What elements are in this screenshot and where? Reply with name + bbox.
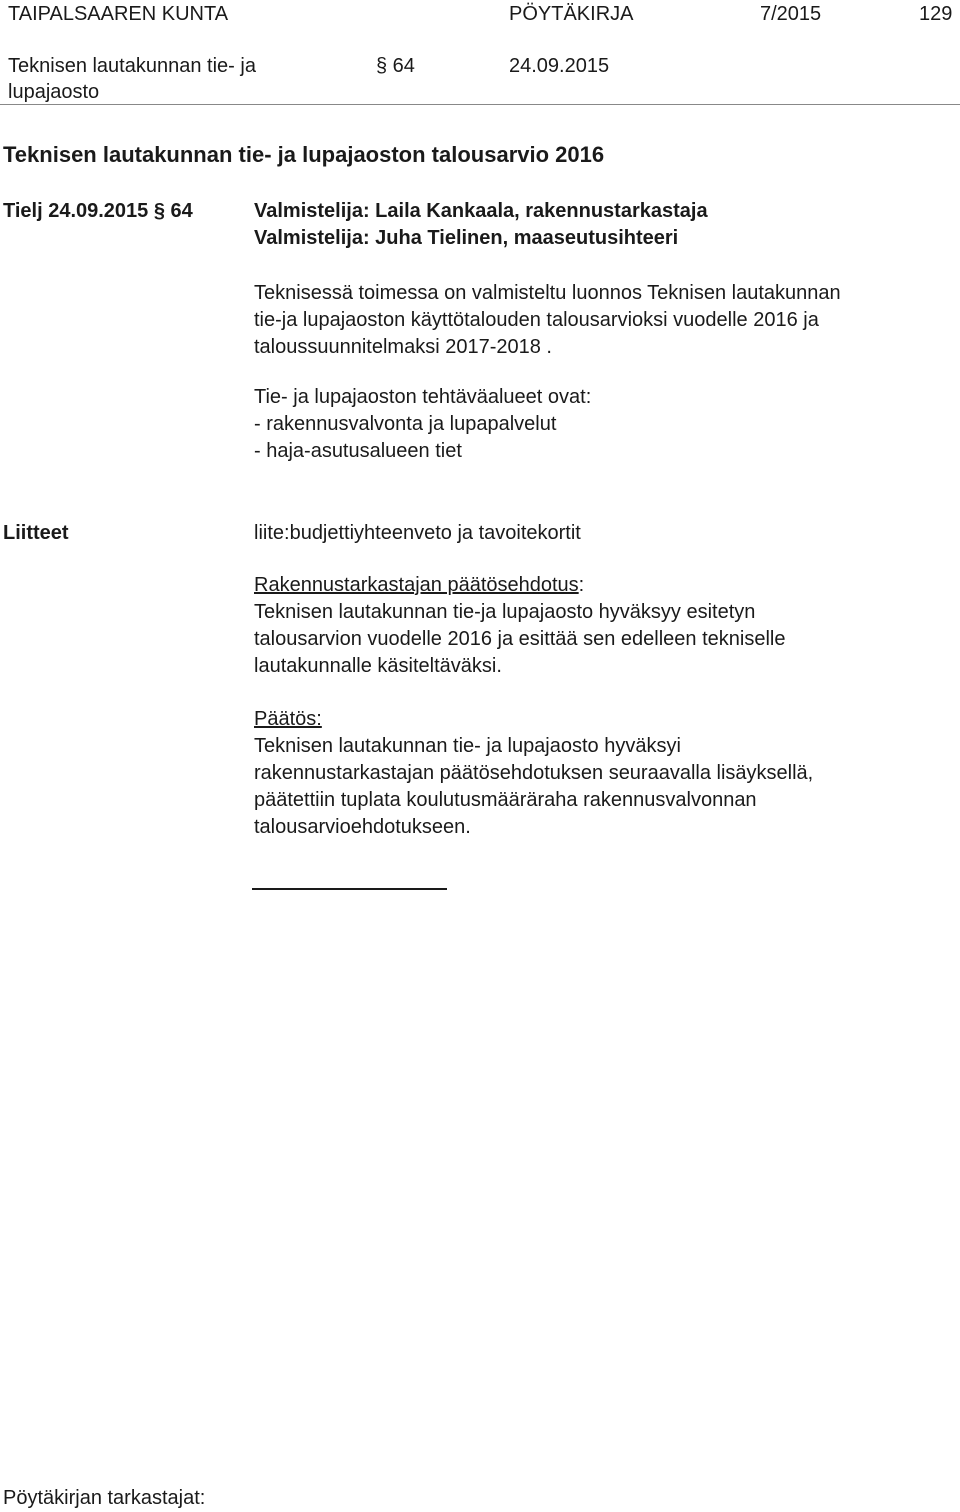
header-divider <box>0 104 960 105</box>
paragraph-line: Teknisen lautakunnan tie-ja lupajaosto hyväksyy esitetyn <box>254 601 756 623</box>
proposal-heading: Rakennustarkastajan päätösehdotus <box>254 574 579 596</box>
document-type: PÖYTÄKIRJA <box>509 3 634 25</box>
committee-name-line2: lupajaosto <box>8 81 100 103</box>
committee-name-line1: Teknisen lautakunnan tie- ja <box>8 55 256 77</box>
paragraph-line: päätettiin tuplata koulutusmääräraha rakennusvalvonnan <box>254 789 757 811</box>
paragraph-line: tie-ja lupajaoston käyttötalouden talousarvioksi vuodelle 2016 ja <box>254 309 819 331</box>
document-number: 7/2015 <box>760 3 822 25</box>
paragraph-line: Tie- ja lupajaoston tehtäväalueet ovat: <box>254 386 592 408</box>
attachments-label: Liitteet <box>3 522 69 544</box>
intro-paragraph <box>254 280 954 361</box>
page-number: 129 <box>919 3 953 25</box>
attachments-text: liite:budjettiyhteenveto ja tavoitekortit <box>254 522 581 544</box>
organization-name: TAIPALSAAREN KUNTA <box>8 3 229 25</box>
list-item: - haja-asutusalueen tiet <box>254 440 462 462</box>
preparer-line: Valmistelija: Laila Kankaala, rakennustarkastaja <box>254 200 708 222</box>
preparer-line: Valmistelija: Juha Tielinen, maaseutusihteeri <box>254 227 679 249</box>
paragraph-line: talousarvioehdotukseen. <box>254 816 471 838</box>
list-item: - rakennusvalvonta ja lupapalvelut <box>254 413 557 435</box>
paragraph-line: talousarvion vuodelle 2016 ja esittää sen edelleen tekniselle <box>254 628 786 650</box>
paragraph-line: lautakunnalle käsiteltäväksi. <box>254 655 502 677</box>
proposal-heading-colon: : <box>578 574 585 596</box>
paragraph-line: taloussuunnitelmaksi 2017-2018 . <box>254 336 552 358</box>
document-title: Teknisen lautakunnan tie- ja lupajaoston talousarvio 2016 <box>3 142 605 167</box>
proposal-section <box>254 572 954 680</box>
reviewers-label: Pöytäkirjan tarkastajat: <box>3 1487 206 1509</box>
proposal-heading-row <box>254 572 954 599</box>
section-number: § 64 <box>376 55 415 77</box>
paragraph-line: rakennustarkastajan päätösehdotuksen seuraavalla lisäyksellä, <box>254 762 814 784</box>
paragraph-line: Teknisen lautakunnan tie- ja lupajaosto hyväksyi <box>254 735 681 757</box>
decision-section <box>254 706 954 841</box>
paragraph-line: Teknisessä toimessa on valmisteltu luonnos Teknisen lautakunnan <box>254 282 841 304</box>
decision-heading: Päätös: <box>254 708 322 730</box>
closing-rule <box>252 888 447 890</box>
meeting-date: 24.09.2015 <box>509 55 610 77</box>
task-areas-paragraph <box>254 384 954 465</box>
meeting-reference: Tielj 24.09.2015 § 64 <box>3 200 193 222</box>
